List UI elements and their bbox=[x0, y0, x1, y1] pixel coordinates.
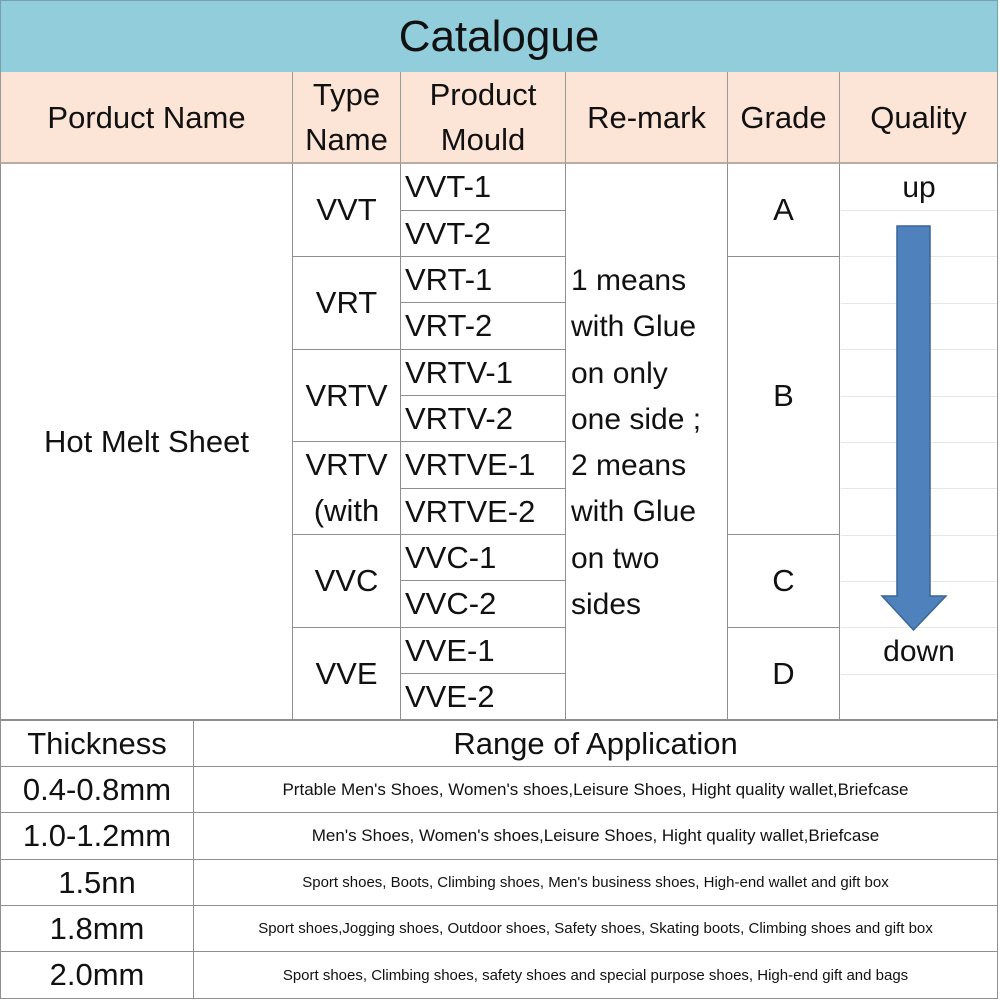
remark-line: 1 means bbox=[571, 264, 687, 297]
type-name-cell: VVE bbox=[293, 628, 401, 720]
mould-cell: VVC-2 bbox=[401, 581, 566, 628]
catalogue-title: Catalogue bbox=[0, 0, 998, 73]
range-cell: Sport shoes,Jogging shoes, Outdoor shoes, Safety shoes, Skating boots, Climbing shoes and gift box bbox=[194, 906, 998, 952]
remark-line: on only bbox=[571, 356, 668, 390]
header-grade: Grade bbox=[728, 72, 840, 164]
thickness-cell: 1.8mm bbox=[0, 906, 194, 952]
remark-line: on two bbox=[571, 541, 660, 575]
header-product-mould-line2: Mould bbox=[440, 122, 526, 157]
remark-line: sides bbox=[571, 588, 642, 622]
header-type-name-line2: Name bbox=[305, 122, 388, 157]
type-name-cell bbox=[293, 442, 401, 535]
header-product-name: Porduct Name bbox=[0, 72, 293, 164]
header-type-name-line1: Type bbox=[312, 77, 381, 112]
remark-cell bbox=[566, 164, 728, 720]
header-product-mould bbox=[401, 72, 566, 164]
remark-line: 2 means bbox=[571, 449, 687, 483]
quality-down-label: down bbox=[841, 632, 997, 672]
mould-cell: VRTVE-2 bbox=[401, 489, 566, 535]
range-cell: Prtable Men's Shoes, Women's shoes,Leisure Shoes, Hight quality wallet,Briefcase bbox=[194, 767, 998, 813]
type-name-line1: VRTV bbox=[305, 447, 388, 482]
gridline bbox=[841, 674, 997, 675]
thickness-cell: 2.0mm bbox=[0, 952, 194, 999]
type-name-cell: VRT bbox=[293, 257, 401, 350]
grade-cell: A bbox=[728, 164, 840, 257]
header-type-name bbox=[293, 72, 401, 164]
grade-cell: B bbox=[728, 257, 840, 535]
thickness-cell: 1.5nn bbox=[0, 860, 194, 906]
range-cell: Sport shoes, Boots, Climbing shoes, Men's business shoes, High-end wallet and gift box bbox=[194, 860, 998, 906]
mould-cell: VRTV-2 bbox=[401, 396, 566, 442]
range-cell: Sport shoes, Climbing shoes, safety shoes and special purpose shoes, High-end gift and bags bbox=[194, 952, 998, 999]
mould-cell: VVC-1 bbox=[401, 535, 566, 581]
type-name-cell: VVT bbox=[293, 164, 401, 257]
remark-line: with Glue bbox=[571, 310, 697, 344]
product-name-cell: Hot Melt Sheet bbox=[0, 164, 293, 720]
remark-line: with Glue bbox=[571, 495, 697, 529]
mould-cell: VRT-2 bbox=[401, 303, 566, 350]
type-name-line2: (with bbox=[313, 493, 380, 528]
range-header: Range of Application bbox=[194, 720, 998, 767]
thickness-header: Thickness bbox=[0, 720, 194, 767]
mould-cell: VVT-2 bbox=[401, 211, 566, 257]
header-product-mould-line1: Product bbox=[429, 77, 537, 112]
mould-cell: VVE-2 bbox=[401, 674, 566, 720]
type-name-cell: VRTV bbox=[293, 350, 401, 442]
thickness-cell: 0.4-0.8mm bbox=[0, 767, 194, 813]
mould-cell: VVT-1 bbox=[401, 164, 566, 211]
mould-cell: VRTVE-1 bbox=[401, 442, 566, 489]
down-arrow-icon bbox=[880, 222, 948, 634]
mould-cell: VRT-1 bbox=[401, 257, 566, 303]
gridline bbox=[841, 210, 997, 211]
header-remark: Re-mark bbox=[566, 72, 728, 164]
mould-cell: VRTV-1 bbox=[401, 350, 566, 396]
thickness-cell: 1.0-1.2mm bbox=[0, 813, 194, 860]
range-cell: Men's Shoes, Women's shoes,Leisure Shoes, Hight quality wallet,Briefcase bbox=[194, 813, 998, 860]
header-quality: Quality bbox=[840, 72, 998, 164]
quality-up-label: up bbox=[841, 168, 997, 208]
mould-cell: VVE-1 bbox=[401, 628, 566, 674]
grade-cell: C bbox=[728, 535, 840, 628]
grade-cell: D bbox=[728, 628, 840, 720]
type-name-cell: VVC bbox=[293, 535, 401, 628]
remark-line: one side ; bbox=[571, 402, 702, 436]
